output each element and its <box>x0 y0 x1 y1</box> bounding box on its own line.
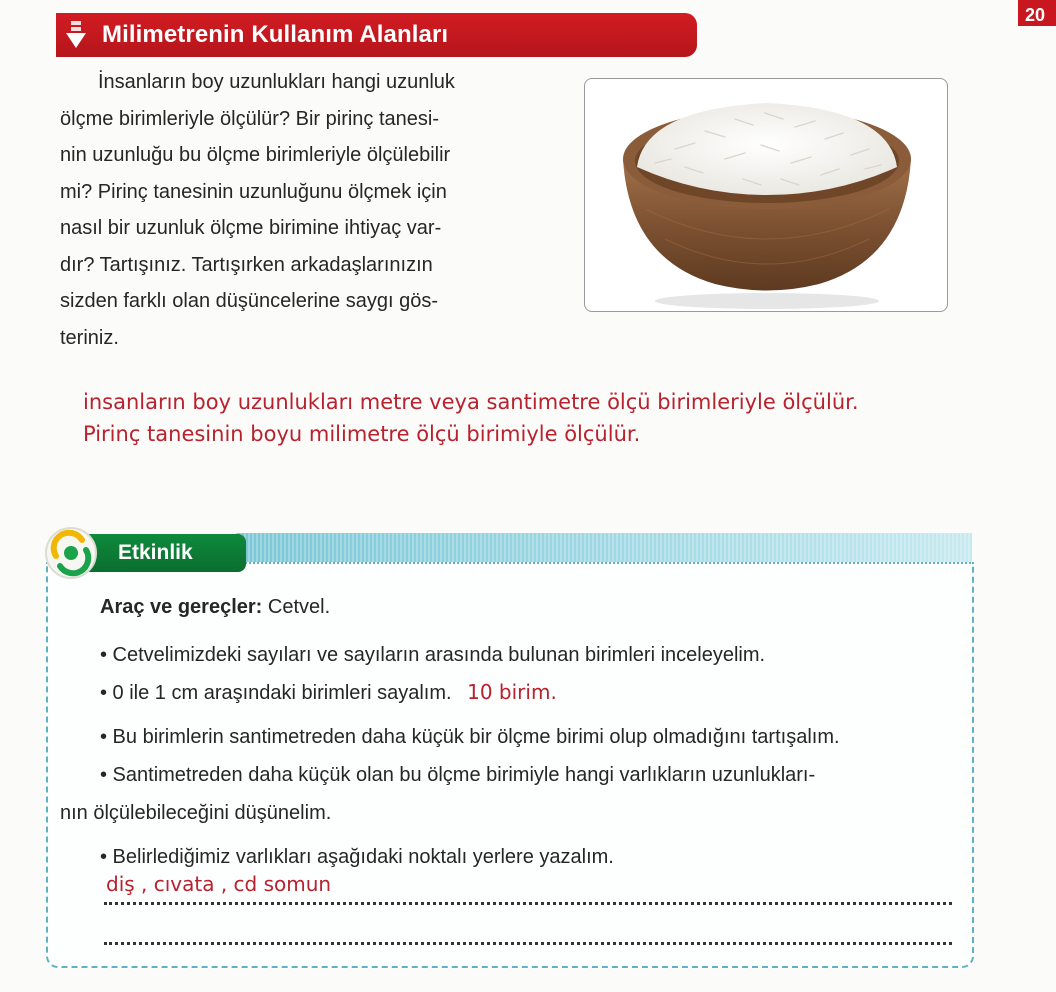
section-title: Milimetrenin Kullanım Alanları <box>102 21 449 48</box>
tools-value: Cetvel. <box>262 596 331 618</box>
intro-line: nasıl bir uzunluk ölçme birimine ihtiyaç var- <box>60 217 442 239</box>
activity-bullet-continuation: nın ölçülebileceğini düşünelim. <box>60 802 332 824</box>
activity-label: Etkinlik <box>70 534 246 572</box>
activity-bullet: • Cetvelimizdeki sayıları ve sayıların arasında bulunan birimleri inceleyelim. <box>100 644 766 666</box>
intro-line: sizden farklı olan düşüncelerine saygı gös- <box>60 290 438 312</box>
rice-bowl-photo <box>584 78 948 312</box>
bullet-text: • 0 ile 1 cm araşındaki birimleri sayalım. <box>100 682 452 704</box>
activity-bullet <box>100 680 557 705</box>
tools-label: Araç ve gereçler: <box>100 596 263 618</box>
intro-paragraph <box>60 64 532 356</box>
activity-bullet: • Santimetreden daha küçük olan bu ölçme birimiyle hangi varlıkların uzunlukları- <box>100 764 816 786</box>
answer-count: 10 birim. <box>467 680 557 704</box>
intro-line: ölçme birimleriyle ölçülür? Bir pirinç tanesi- <box>60 107 440 130</box>
rice-bowl-illustration <box>585 79 948 312</box>
handwritten-answer <box>83 386 963 450</box>
answer-line-1: insanların boy uzunlukları metre veya santimetre ölçü birimleriyle ölçülür. <box>83 390 859 414</box>
activity-bullet: • Bu birimlerin santimetreden daha küçük bir ölçme birimi olup olmadığını tartışalım. <box>100 726 840 748</box>
intro-line: dır? Tartışınız. Tartışırken arkadaşlarınızın <box>60 253 433 276</box>
intro-line: teriniz. <box>60 326 119 349</box>
dotted-answer-line[interactable] <box>104 902 952 905</box>
down-arrow-icon <box>56 13 96 57</box>
section-header <box>56 13 697 57</box>
answer-line-2: Pirinç tanesinin boyu milimetre ölçü birimiyle ölçülür. <box>83 422 641 446</box>
intro-line: nin uzunluğu bu ölçme birimleriyle ölçülebilir <box>60 144 451 166</box>
activity-bullet: • Belirlediğimiz varlıkları aşağıdaki noktalı yerlere yazalım. <box>100 846 614 868</box>
answer-items: diş , cıvata , cd somun <box>106 872 332 896</box>
intro-line: İnsanların boy uzunlukları hangi uzunluk <box>98 71 455 93</box>
intro-line: mi? Pirinç tanesinin uzunluğunu ölçmek için <box>60 180 447 203</box>
tools-line <box>100 596 330 619</box>
dotted-answer-line[interactable] <box>104 942 952 945</box>
activity-icon <box>44 526 98 580</box>
page-number: 20 <box>1018 0 1056 26</box>
